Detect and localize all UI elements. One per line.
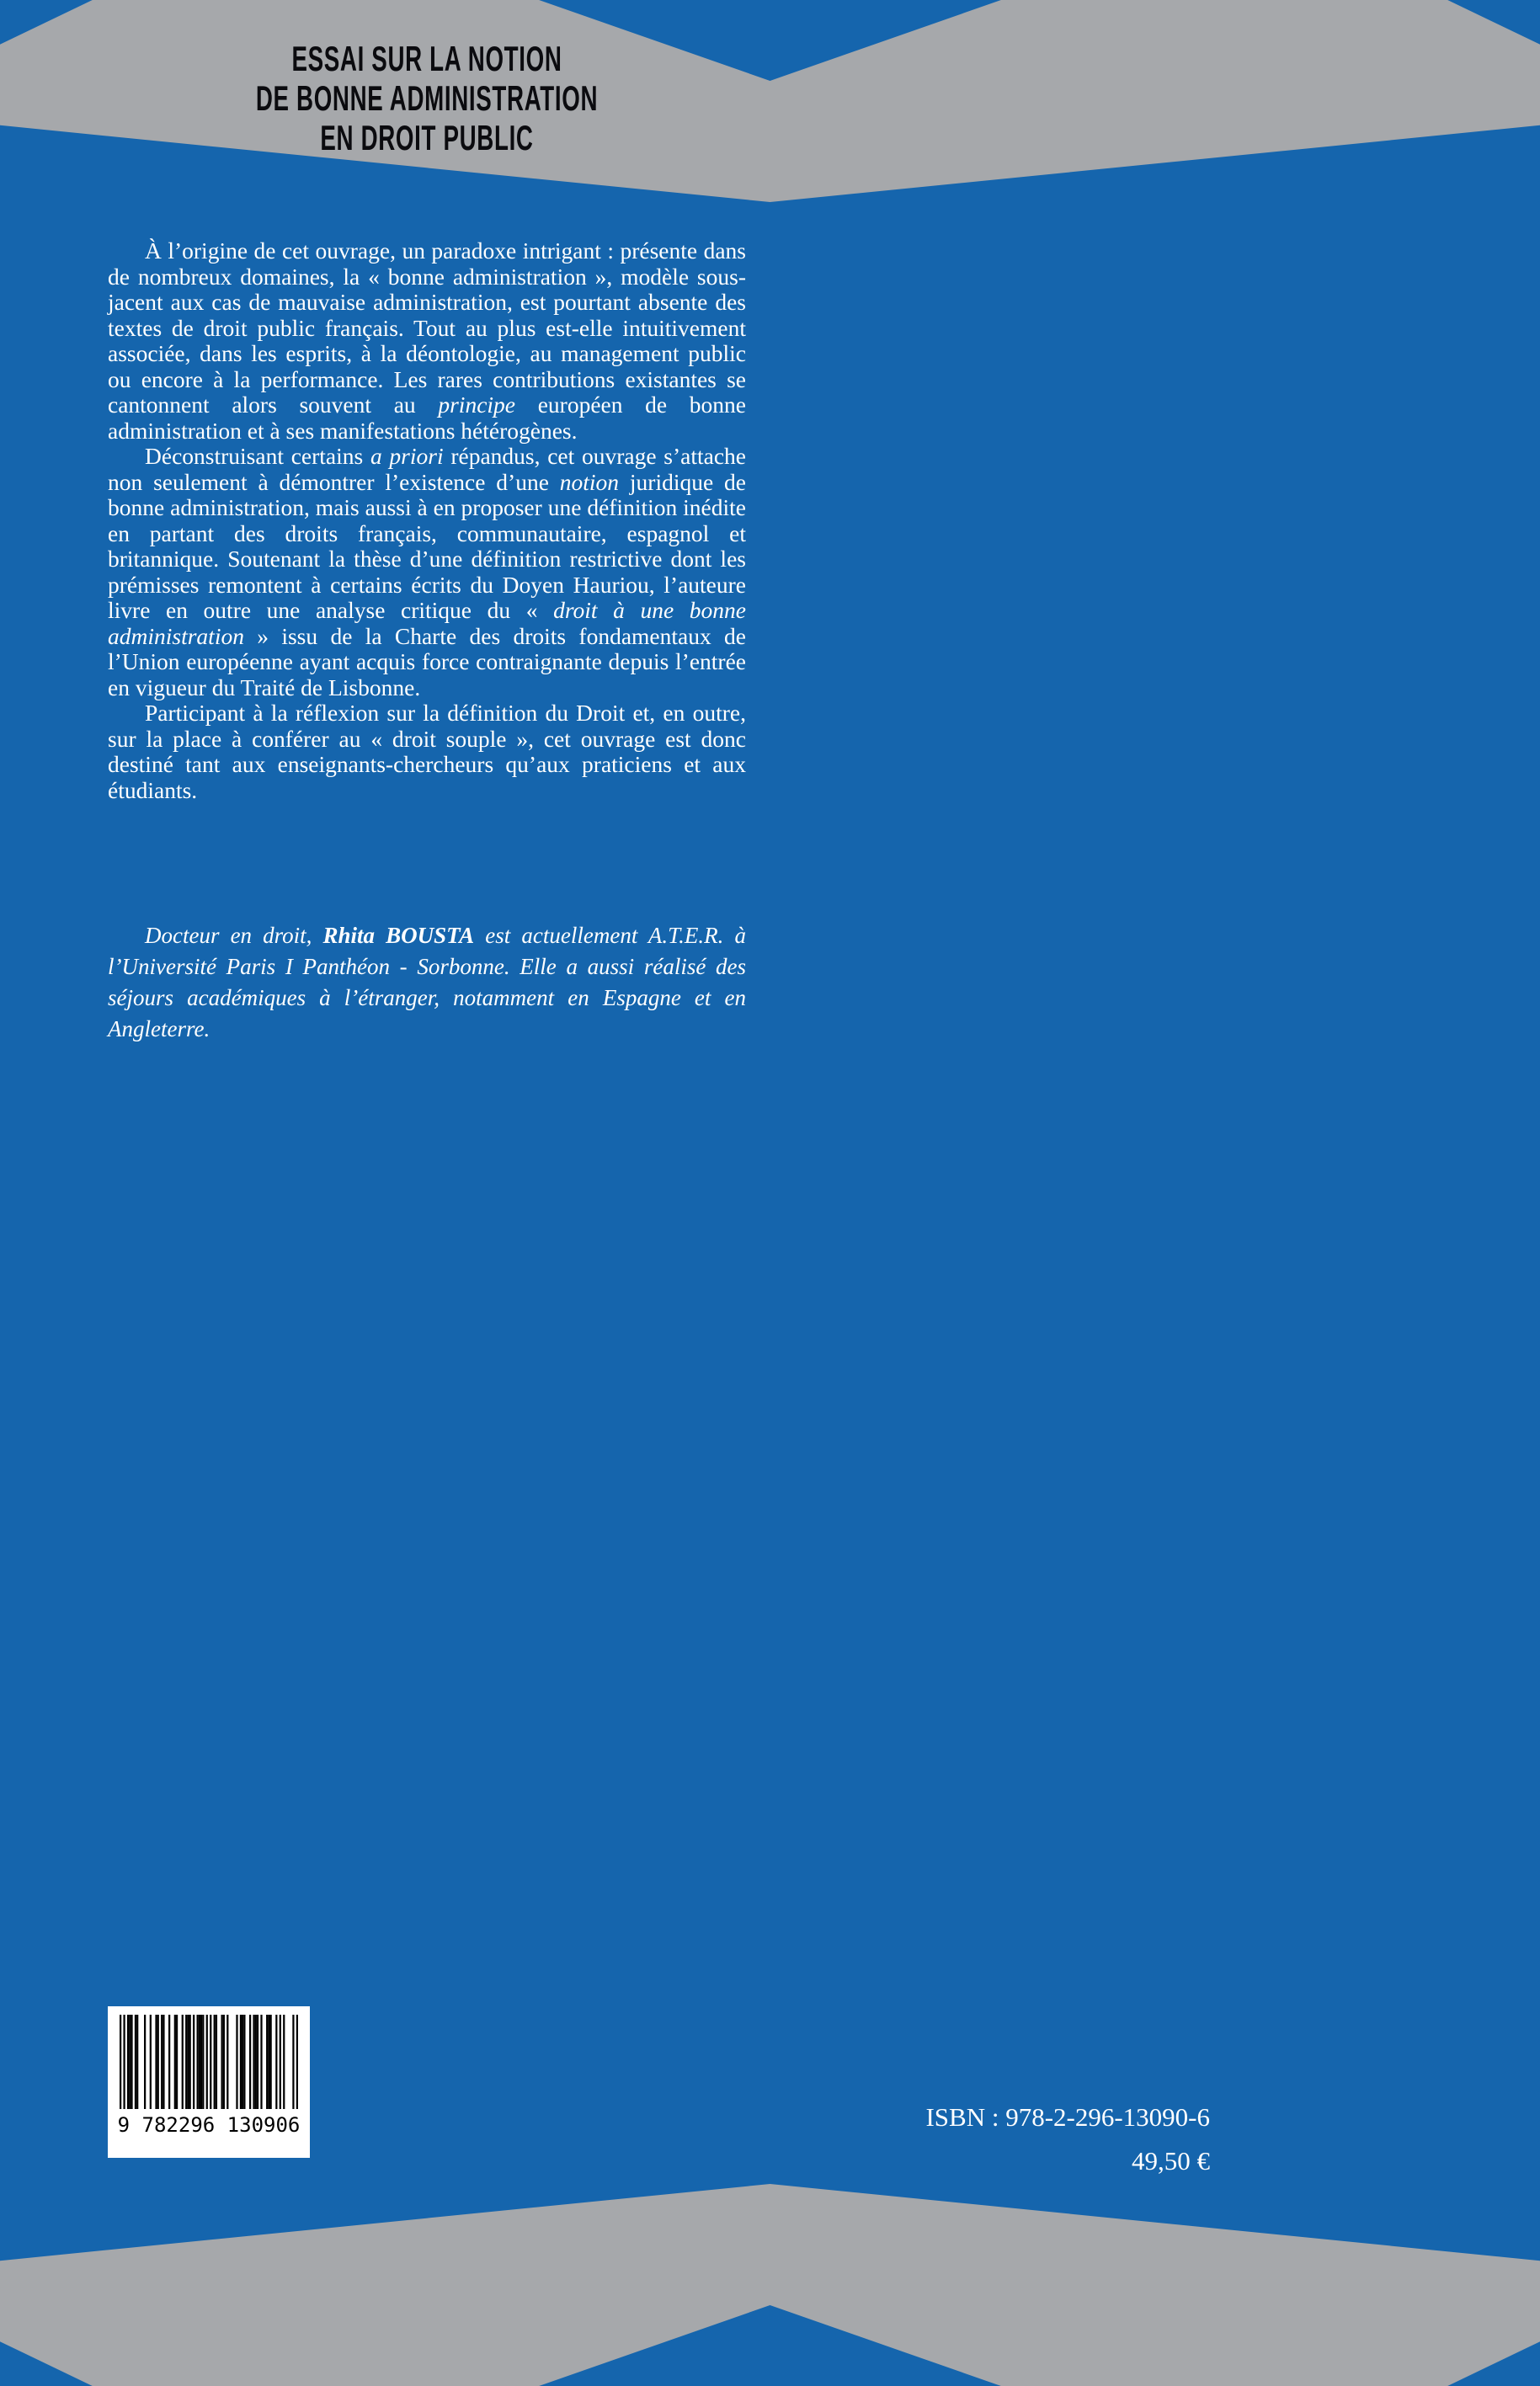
author-bio: Docteur en droit, Rhita BOUSTA est actuellement A.T.E.R. à l’Université Paris I Panthéon - Sorbonne. Elle a aussi réalisé des séjours académiques à l’étranger, notamment en Espagne et en Angleterre. (108, 923, 747, 1041)
back-cover-text (108, 238, 746, 803)
barcode-box (108, 2006, 310, 2158)
book-title (216, 39, 637, 157)
isbn-label: ISBN : 978-2-296-13090-6 (925, 2102, 1210, 2132)
paragraph-1: À l’origine de cet ouvrage, un paradoxe intrigant : présente dans de nombreux domaines, la « bonne administration », modèle sous-jacent aux cas de mauvaise administration, est pourtant absente des textes de droit public français. Tout au plus est-elle intuitivement associée, dans les esprits, à la déontologie, au management public ou encore à la performance. Les rares contributions existantes se cantonnent alors souvent au principe européen de bonne administration et à ses manifestations hétérogènes. (108, 237, 747, 444)
title-line-1: ESSAI SUR LA NOTION (291, 39, 562, 78)
title-line-2: DE BONNE ADMINISTRATION (255, 78, 599, 118)
paragraph-2: Déconstruisant certains a priori répandus, cet ouvrage s’attache non seulement à démontrer l’existence d’une notion juridique de bonne administration, mais aussi à en proposer une définition inédite en partant des droits français, communautaire, espagnol et britannique. Soutenant la thèse d’une définition restrictive dont les prémisses remontent à certains écrits du Doyen Hauriou, l’auteure livre en outre une analyse critique du « droit à une bonne administration » issu de la Charte des droits fondamentaux de l’Union européenne ayant acquis force contraignante depuis l’entrée en vigueur du Traité de Lisbonne. (108, 443, 747, 700)
barcode-icon (120, 2015, 298, 2109)
price-label: 49,50 € (1132, 2146, 1210, 2176)
barcode-number: 9 782296 130906 (117, 2113, 301, 2137)
title-line-3: EN DROIT PUBLIC (320, 118, 534, 157)
bottom-chevron-band (0, 2184, 1540, 2386)
paragraph-3: Participant à la réflexion sur la définition du Droit et, en outre, sur la place à conférer au « droit souple », cet ouvrage est donc destiné tant aux enseignants-chercheurs qu’aux praticiens et aux étudiants. (108, 700, 746, 803)
